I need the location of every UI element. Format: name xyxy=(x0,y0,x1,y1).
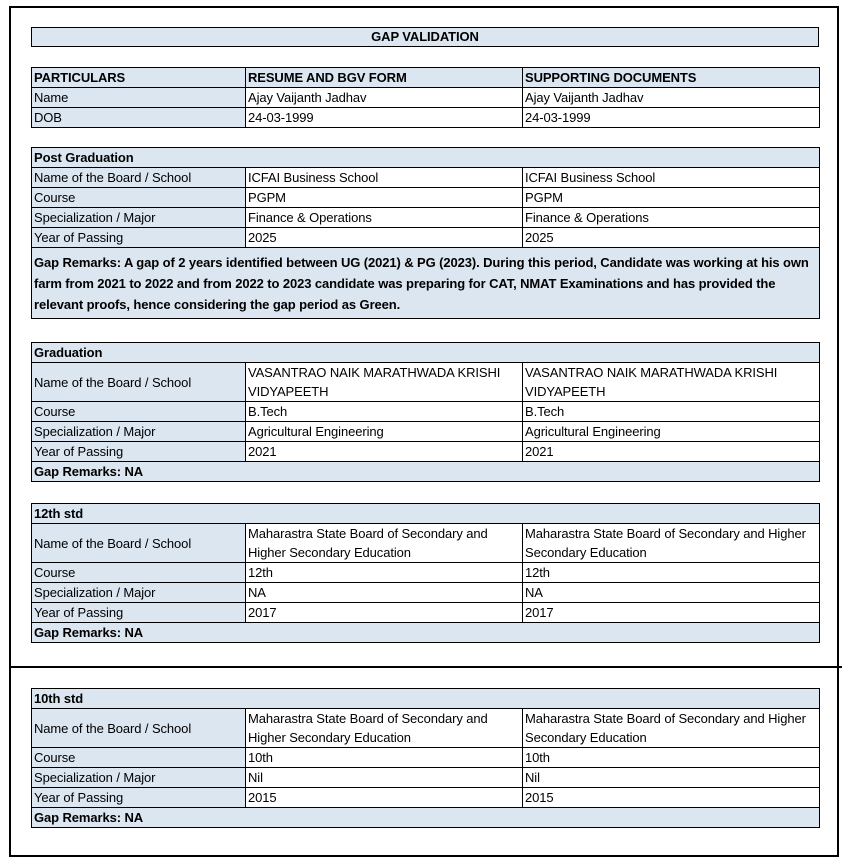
resume-value: ICFAI Business School xyxy=(246,168,523,188)
gap-remarks: Gap Remarks: NA xyxy=(32,808,820,828)
resume-value: Nil xyxy=(246,768,523,788)
header-docs: SUPPORTING DOCUMENTS xyxy=(523,68,820,88)
resume-value: 2021 xyxy=(246,442,523,462)
resume-value: 2015 xyxy=(246,788,523,808)
resume-value: 2017 xyxy=(246,603,523,623)
table-row xyxy=(32,768,820,788)
docs-value: Ajay Vaijanth Jadhav xyxy=(523,88,820,108)
table-row xyxy=(32,88,820,108)
row-label: Course xyxy=(32,748,246,768)
resume-value: Maharastra State Board of Secondary and Higher Secondary Education xyxy=(246,524,523,563)
docs-value: NA xyxy=(523,583,820,603)
table-row xyxy=(32,168,820,188)
section-divider xyxy=(9,666,842,668)
resume-value: 24-03-1999 xyxy=(246,108,523,128)
row-label: Course xyxy=(32,188,246,208)
resume-value: Finance & Operations xyxy=(246,208,523,228)
column-header-row xyxy=(32,68,820,88)
table-row xyxy=(32,442,820,462)
row-label: Name of the Board / School xyxy=(32,709,246,748)
row-label: Year of Passing xyxy=(32,442,246,462)
table-row xyxy=(32,603,820,623)
gap-remarks: Gap Remarks: NA xyxy=(32,462,820,482)
table-row xyxy=(32,208,820,228)
row-label: Name xyxy=(32,88,246,108)
table-row xyxy=(32,402,820,422)
section-10th-std xyxy=(31,688,820,828)
table-row xyxy=(32,563,820,583)
row-label: Year of Passing xyxy=(32,788,246,808)
docs-value: ICFAI Business School xyxy=(523,168,820,188)
row-label: Course xyxy=(32,402,246,422)
docs-value: 10th xyxy=(523,748,820,768)
row-label: Specialization / Major xyxy=(32,422,246,442)
docs-value: 24-03-1999 xyxy=(523,108,820,128)
table-row xyxy=(32,788,820,808)
table-row xyxy=(32,748,820,768)
row-label: Name of the Board / School xyxy=(32,524,246,563)
row-label: DOB xyxy=(32,108,246,128)
docs-value: B.Tech xyxy=(523,402,820,422)
row-label: Name of the Board / School xyxy=(32,168,246,188)
table-row xyxy=(32,422,820,442)
row-label: Year of Passing xyxy=(32,603,246,623)
section-graduation xyxy=(31,342,820,482)
section-heading: 12th std xyxy=(32,504,820,524)
docs-value: Maharastra State Board of Secondary and Higher Secondary Education xyxy=(523,709,820,748)
page-title: GAP VALIDATION xyxy=(32,28,819,47)
resume-value: B.Tech xyxy=(246,402,523,422)
row-label: Specialization / Major xyxy=(32,208,246,228)
table-row xyxy=(32,583,820,603)
resume-value: 2025 xyxy=(246,228,523,248)
docs-value: 2025 xyxy=(523,228,820,248)
docs-value: VASANTRAO NAIK MARATHWADA KRISHI VIDYAPEETH xyxy=(523,363,820,402)
row-label: Specialization / Major xyxy=(32,768,246,788)
gap-remarks: Gap Remarks: NA xyxy=(32,623,820,643)
docs-value: 2015 xyxy=(523,788,820,808)
section-post-graduation xyxy=(31,147,820,319)
table-row xyxy=(32,188,820,208)
docs-value: Nil xyxy=(523,768,820,788)
section-12th-std xyxy=(31,503,820,643)
gap-remarks: Gap Remarks: A gap of 2 years identified between UG (2021) & PG (2023). During this period, Candidate was working at his own farm from 2021 to 2022 and from 2022 to 2023 candidate was preparing for CAT, NMAT Examinations and has provided the relevant proofs, hence considering the gap period as Green. xyxy=(32,248,820,319)
resume-value: 10th xyxy=(246,748,523,768)
docs-value: 12th xyxy=(523,563,820,583)
title-table xyxy=(31,27,819,47)
docs-value: Maharastra State Board of Secondary and Higher Secondary Education xyxy=(523,524,820,563)
table-row xyxy=(32,228,820,248)
table-row xyxy=(32,363,820,402)
row-label: Name of the Board / School xyxy=(32,363,246,402)
resume-value: 12th xyxy=(246,563,523,583)
row-label: Specialization / Major xyxy=(32,583,246,603)
table-row xyxy=(32,108,820,128)
resume-value: VASANTRAO NAIK MARATHWADA KRISHI VIDYAPEETH xyxy=(246,363,523,402)
table-row xyxy=(32,709,820,748)
header-resume: RESUME AND BGV FORM xyxy=(246,68,523,88)
section-heading: Post Graduation xyxy=(32,148,820,168)
section-heading: 10th std xyxy=(32,689,820,709)
header-particulars: PARTICULARS xyxy=(32,68,246,88)
table-row xyxy=(32,524,820,563)
resume-value: Agricultural Engineering xyxy=(246,422,523,442)
docs-value: Finance & Operations xyxy=(523,208,820,228)
docs-value: 2017 xyxy=(523,603,820,623)
resume-value: NA xyxy=(246,583,523,603)
docs-value: PGPM xyxy=(523,188,820,208)
resume-value: Maharastra State Board of Secondary and Higher Secondary Education xyxy=(246,709,523,748)
resume-value: Ajay Vaijanth Jadhav xyxy=(246,88,523,108)
row-label: Course xyxy=(32,563,246,583)
resume-value: PGPM xyxy=(246,188,523,208)
section-heading: Graduation xyxy=(32,343,820,363)
personal-table xyxy=(31,67,820,128)
docs-value: 2021 xyxy=(523,442,820,462)
row-label: Year of Passing xyxy=(32,228,246,248)
docs-value: Agricultural Engineering xyxy=(523,422,820,442)
